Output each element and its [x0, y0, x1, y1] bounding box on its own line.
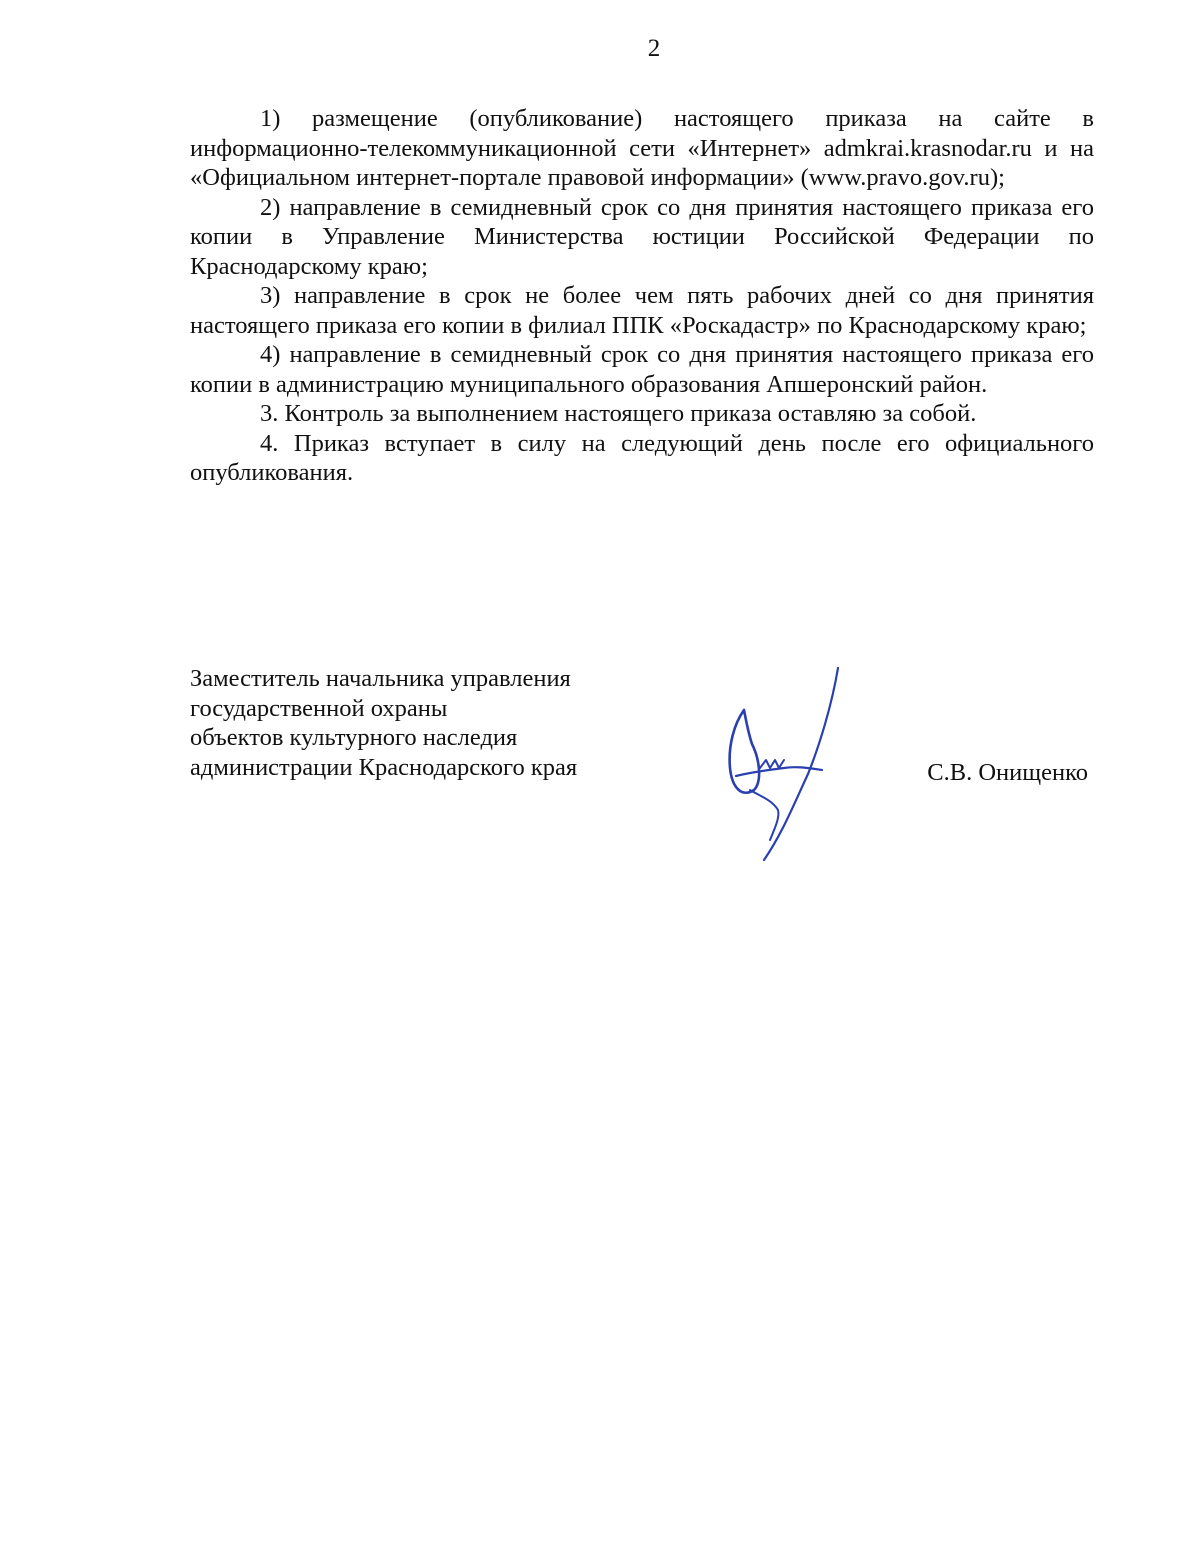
- signature-stroke: [764, 668, 838, 860]
- page-number: 2: [647, 35, 661, 62]
- signer-name: С.В. Онищенко: [927, 759, 1088, 786]
- paragraph-justice-ministry: 2) направление в семидневный срок со дня принятия настоящего приказа его копии в Управление Министерства юстиции Российской Федерации по Краснодарскому краю;: [190, 193, 1094, 280]
- paragraph-effective-date: 4. Приказ вступает в силу на следующий день после его официального опубликования.: [190, 429, 1094, 486]
- signature-stroke: [760, 760, 784, 768]
- paragraph-publication: 1) размещение (опубликование) настоящего приказа на сайте в информационно-телекоммуникационной сети «Интернет» admkrai.krasnodar.ru и на «Официальном интернет-портале правовой информации» (www.pravo.gov.ru);: [190, 105, 1094, 191]
- signer-title: [190, 664, 650, 782]
- signature-block: [190, 664, 1094, 864]
- signer-title-line: государственной охраны: [190, 694, 448, 722]
- paragraph-control: 3. Контроль за выполнением настоящего приказа оставляю за собой.: [260, 400, 977, 427]
- document-body: [190, 104, 1094, 488]
- signature-stroke: [750, 790, 778, 840]
- signer-title-line: администрации Краснодарского края: [190, 753, 578, 781]
- signer-title-line: объектов культурного наследия: [190, 724, 518, 751]
- handwritten-signature: [722, 664, 842, 864]
- paragraph-municipality: 4) направление в семидневный срок со дня принятия настоящего приказа его копии в администрацию муниципального образования Апшеронский район.: [190, 341, 1094, 398]
- signature-stroke: [730, 710, 759, 793]
- paragraph-roskadastr: 3) направление в срок не более чем пять рабочих дней со дня принятия настоящего приказа его копии в филиал ППК «Роскадастр» по Краснодарскому краю;: [190, 282, 1094, 339]
- signer-title-line: Заместитель начальника управления: [190, 665, 571, 692]
